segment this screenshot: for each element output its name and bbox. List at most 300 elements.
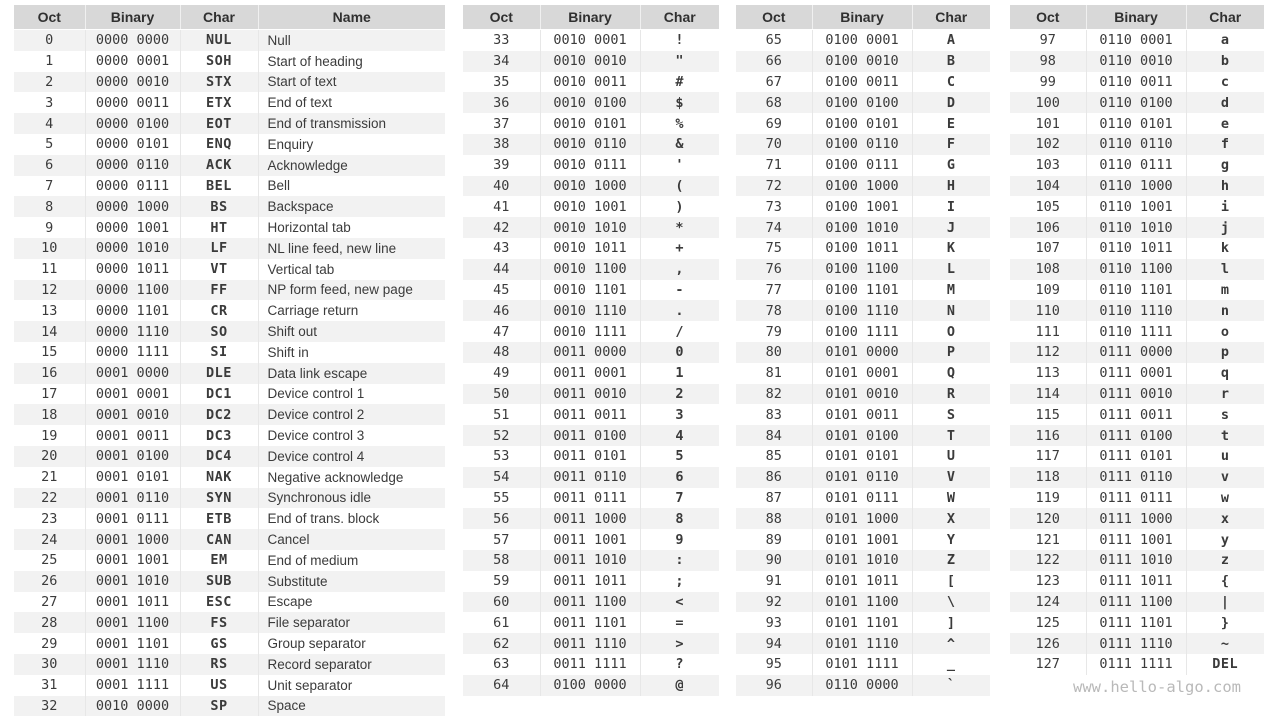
- binary-cell: 0101 0101: [812, 446, 912, 467]
- table-row: [736, 92, 990, 113]
- oct-cell: 46: [463, 300, 540, 321]
- binary-cell: 0110 1100: [1086, 259, 1186, 280]
- oct-cell: 96: [736, 675, 812, 696]
- watermark: www.hello-algo.com: [1073, 678, 1241, 696]
- char-cell: DC4: [180, 446, 258, 467]
- name-cell: NL line feed, new line: [258, 238, 445, 259]
- oct-cell: 23: [14, 508, 85, 529]
- char-cell: RS: [180, 654, 258, 675]
- oct-cell: 112: [1010, 342, 1086, 363]
- char-cell: e: [1186, 113, 1264, 134]
- oct-cell: 5: [14, 134, 85, 155]
- char-cell: O: [912, 321, 990, 342]
- oct-cell: 8: [14, 196, 85, 217]
- binary-cell: 0000 1101: [85, 300, 180, 321]
- char-cell: p: [1186, 342, 1264, 363]
- table-row: [14, 280, 445, 301]
- binary-cell: 0100 0000: [540, 675, 640, 696]
- char-cell: Y: [912, 529, 990, 550]
- oct-cell: 97: [1010, 30, 1086, 51]
- char-cell: a: [1186, 30, 1264, 51]
- binary-cell: 0011 0000: [540, 342, 640, 363]
- name-cell: Device control 2: [258, 404, 445, 425]
- binary-cell: 0110 1011: [1086, 238, 1186, 259]
- name-cell: File separator: [258, 612, 445, 633]
- binary-cell: 0110 1010: [1086, 217, 1186, 238]
- table-row: [736, 612, 990, 633]
- binary-cell: 0001 0011: [85, 425, 180, 446]
- table-row: [14, 72, 445, 93]
- name-cell: Shift in: [258, 342, 445, 363]
- ascii-table-3: [736, 5, 990, 696]
- oct-cell: 85: [736, 446, 812, 467]
- oct-cell: 43: [463, 238, 540, 259]
- oct-cell: 114: [1010, 384, 1086, 405]
- table-row: [1010, 259, 1264, 280]
- binary-cell: 0011 0110: [540, 467, 640, 488]
- binary-cell: 0001 0000: [85, 363, 180, 384]
- binary-cell: 0110 0100: [1086, 92, 1186, 113]
- table-row: [463, 467, 719, 488]
- binary-cell: 0100 0010: [812, 51, 912, 72]
- binary-cell: 0011 1011: [540, 571, 640, 592]
- binary-cell: 0100 1000: [812, 176, 912, 197]
- char-cell: FS: [180, 612, 258, 633]
- column-header: Char: [640, 5, 719, 30]
- char-cell: J: [912, 217, 990, 238]
- oct-cell: 58: [463, 550, 540, 571]
- oct-cell: 84: [736, 425, 812, 446]
- oct-cell: 126: [1010, 633, 1086, 654]
- table-row: [736, 446, 990, 467]
- oct-cell: 93: [736, 612, 812, 633]
- binary-cell: 0101 0000: [812, 342, 912, 363]
- name-cell: Start of heading: [258, 51, 445, 72]
- oct-cell: 103: [1010, 155, 1086, 176]
- char-cell: W: [912, 488, 990, 509]
- oct-cell: 76: [736, 259, 812, 280]
- binary-cell: 0101 1000: [812, 508, 912, 529]
- char-cell: y: [1186, 529, 1264, 550]
- column-header: Char: [1186, 5, 1264, 30]
- oct-cell: 1: [14, 51, 85, 72]
- table-row: [14, 404, 445, 425]
- oct-cell: 21: [14, 467, 85, 488]
- oct-cell: 91: [736, 571, 812, 592]
- table-row: [1010, 300, 1264, 321]
- oct-cell: 82: [736, 384, 812, 405]
- char-cell: L: [912, 259, 990, 280]
- oct-cell: 41: [463, 196, 540, 217]
- oct-cell: 92: [736, 592, 812, 613]
- binary-cell: 0001 1010: [85, 571, 180, 592]
- table-row: [14, 30, 445, 51]
- binary-cell: 0110 1001: [1086, 196, 1186, 217]
- char-cell: .: [640, 300, 719, 321]
- binary-cell: 0100 1010: [812, 217, 912, 238]
- char-cell: (: [640, 176, 719, 197]
- oct-cell: 70: [736, 134, 812, 155]
- binary-cell: 0010 1100: [540, 259, 640, 280]
- oct-cell: 64: [463, 675, 540, 696]
- column-header: Binary: [1086, 5, 1186, 30]
- oct-cell: 50: [463, 384, 540, 405]
- char-cell: 0: [640, 342, 719, 363]
- char-cell: o: [1186, 321, 1264, 342]
- table-row: [1010, 342, 1264, 363]
- table-row: [14, 238, 445, 259]
- binary-cell: 0110 0111: [1086, 155, 1186, 176]
- oct-cell: 47: [463, 321, 540, 342]
- ascii-panel-uppercase: [736, 5, 990, 696]
- table-row: [736, 321, 990, 342]
- table-row: [736, 280, 990, 301]
- char-cell: VT: [180, 259, 258, 280]
- binary-cell: 0101 1111: [812, 654, 912, 675]
- name-cell: Data link escape: [258, 363, 445, 384]
- oct-cell: 117: [1010, 446, 1086, 467]
- oct-cell: 48: [463, 342, 540, 363]
- name-cell: Negative acknowledge: [258, 467, 445, 488]
- char-cell: &: [640, 134, 719, 155]
- column-header: Char: [180, 5, 258, 30]
- name-cell: Group separator: [258, 633, 445, 654]
- char-cell: h: [1186, 176, 1264, 197]
- char-cell: f: [1186, 134, 1264, 155]
- oct-cell: 3: [14, 92, 85, 113]
- binary-cell: 0010 0111: [540, 155, 640, 176]
- ascii-panel-lowercase: [1010, 5, 1264, 675]
- table-row: [1010, 571, 1264, 592]
- oct-cell: 73: [736, 196, 812, 217]
- char-cell: j: [1186, 217, 1264, 238]
- binary-cell: 0000 0111: [85, 176, 180, 197]
- char-cell: c: [1186, 72, 1264, 93]
- binary-cell: 0010 0010: [540, 51, 640, 72]
- oct-cell: 121: [1010, 529, 1086, 550]
- binary-cell: 0001 1111: [85, 675, 180, 696]
- table-row: [736, 72, 990, 93]
- oct-cell: 127: [1010, 654, 1086, 675]
- oct-cell: 99: [1010, 72, 1086, 93]
- oct-cell: 104: [1010, 176, 1086, 197]
- oct-cell: 77: [736, 280, 812, 301]
- binary-cell: 0011 1001: [540, 529, 640, 550]
- binary-cell: 0011 1110: [540, 633, 640, 654]
- table-row: [14, 113, 445, 134]
- oct-cell: 30: [14, 654, 85, 675]
- table-row: [1010, 363, 1264, 384]
- ascii-panel-control-chars: [14, 5, 445, 716]
- table-row: [463, 363, 719, 384]
- binary-cell: 0101 1101: [812, 612, 912, 633]
- char-cell: STX: [180, 72, 258, 93]
- binary-cell: 0001 1110: [85, 654, 180, 675]
- name-cell: End of medium: [258, 550, 445, 571]
- oct-cell: 101: [1010, 113, 1086, 134]
- name-cell: End of trans. block: [258, 508, 445, 529]
- binary-cell: 0000 1011: [85, 259, 180, 280]
- binary-cell: 0110 1110: [1086, 300, 1186, 321]
- table-row: [14, 92, 445, 113]
- binary-cell: 0000 1100: [85, 280, 180, 301]
- binary-cell: 0000 0110: [85, 155, 180, 176]
- binary-cell: 0011 1111: [540, 654, 640, 675]
- binary-cell: 0110 0000: [812, 675, 912, 696]
- ascii-table-4: [1010, 5, 1264, 675]
- table-row: [463, 446, 719, 467]
- binary-cell: 0011 0101: [540, 446, 640, 467]
- char-cell: H: [912, 176, 990, 197]
- oct-cell: 115: [1010, 404, 1086, 425]
- table-row: [463, 342, 719, 363]
- binary-cell: 0100 0011: [812, 72, 912, 93]
- char-cell: P: [912, 342, 990, 363]
- char-cell: M: [912, 280, 990, 301]
- oct-cell: 49: [463, 363, 540, 384]
- table-row: [463, 612, 719, 633]
- table-row: [736, 30, 990, 51]
- oct-cell: 75: [736, 238, 812, 259]
- binary-cell: 0001 1000: [85, 529, 180, 550]
- char-cell: BS: [180, 196, 258, 217]
- binary-cell: 0000 0000: [85, 30, 180, 51]
- binary-cell: 0000 0010: [85, 72, 180, 93]
- table-row: [14, 363, 445, 384]
- oct-cell: 95: [736, 654, 812, 675]
- table-row: [14, 550, 445, 571]
- binary-cell: 0011 1000: [540, 508, 640, 529]
- oct-cell: 7: [14, 176, 85, 197]
- table-row: [1010, 488, 1264, 509]
- char-cell: 6: [640, 467, 719, 488]
- binary-cell: 0100 1001: [812, 196, 912, 217]
- char-cell: +: [640, 238, 719, 259]
- char-cell: CR: [180, 300, 258, 321]
- table-row: [14, 134, 445, 155]
- binary-cell: 0100 0110: [812, 134, 912, 155]
- binary-cell: 0110 1111: [1086, 321, 1186, 342]
- oct-cell: 63: [463, 654, 540, 675]
- column-header: Binary: [540, 5, 640, 30]
- char-cell: DC2: [180, 404, 258, 425]
- oct-cell: 38: [463, 134, 540, 155]
- char-cell: NUL: [180, 30, 258, 51]
- oct-cell: 107: [1010, 238, 1086, 259]
- char-cell: SO: [180, 321, 258, 342]
- binary-cell: 0111 0101: [1086, 446, 1186, 467]
- binary-cell: 0111 1000: [1086, 508, 1186, 529]
- table-row: [736, 155, 990, 176]
- oct-cell: 17: [14, 384, 85, 405]
- binary-cell: 0101 0111: [812, 488, 912, 509]
- table-row: [736, 238, 990, 259]
- table-row: [463, 217, 719, 238]
- char-cell: Z: [912, 550, 990, 571]
- char-cell: $: [640, 92, 719, 113]
- name-cell: Device control 3: [258, 425, 445, 446]
- binary-cell: 0011 0111: [540, 488, 640, 509]
- oct-cell: 98: [1010, 51, 1086, 72]
- binary-cell: 0001 1011: [85, 592, 180, 613]
- char-cell: GS: [180, 633, 258, 654]
- oct-cell: 10: [14, 238, 85, 259]
- oct-cell: 36: [463, 92, 540, 113]
- binary-cell: 0001 1100: [85, 612, 180, 633]
- binary-cell: 0110 0010: [1086, 51, 1186, 72]
- table-row: [1010, 529, 1264, 550]
- oct-cell: 4: [14, 113, 85, 134]
- table-row: [1010, 654, 1264, 675]
- char-cell: V: [912, 467, 990, 488]
- name-cell: End of transmission: [258, 113, 445, 134]
- oct-cell: 28: [14, 612, 85, 633]
- table-row: [463, 675, 719, 696]
- char-cell: k: [1186, 238, 1264, 259]
- oct-cell: 20: [14, 446, 85, 467]
- table-row: [14, 488, 445, 509]
- binary-cell: 0011 1101: [540, 612, 640, 633]
- binary-cell: 0010 1010: [540, 217, 640, 238]
- char-cell: EM: [180, 550, 258, 571]
- char-cell: !: [640, 30, 719, 51]
- oct-cell: 123: [1010, 571, 1086, 592]
- column-header: Name: [258, 5, 445, 30]
- char-cell: G: [912, 155, 990, 176]
- binary-cell: 0111 0010: [1086, 384, 1186, 405]
- binary-cell: 0011 0100: [540, 425, 640, 446]
- char-cell: I: [912, 196, 990, 217]
- oct-cell: 24: [14, 529, 85, 550]
- char-cell: i: [1186, 196, 1264, 217]
- char-cell: ,: [640, 259, 719, 280]
- table-row: [736, 176, 990, 197]
- binary-cell: 0101 1100: [812, 592, 912, 613]
- char-cell: N: [912, 300, 990, 321]
- char-cell: q: [1186, 363, 1264, 384]
- oct-cell: 125: [1010, 612, 1086, 633]
- table-row: [14, 612, 445, 633]
- table-row: [463, 259, 719, 280]
- binary-cell: 0011 1100: [540, 592, 640, 613]
- table-row: [736, 550, 990, 571]
- char-cell: \: [912, 592, 990, 613]
- binary-cell: 0001 0110: [85, 488, 180, 509]
- name-cell: Device control 4: [258, 446, 445, 467]
- char-cell: LF: [180, 238, 258, 259]
- table-row: [1010, 550, 1264, 571]
- oct-cell: 19: [14, 425, 85, 446]
- char-cell: U: [912, 446, 990, 467]
- table-row: [736, 363, 990, 384]
- binary-cell: 0010 1011: [540, 238, 640, 259]
- header-row: [14, 5, 445, 30]
- binary-cell: 0111 0000: [1086, 342, 1186, 363]
- column-header: Binary: [85, 5, 180, 30]
- char-cell: x: [1186, 508, 1264, 529]
- oct-cell: 16: [14, 363, 85, 384]
- name-cell: Cancel: [258, 529, 445, 550]
- table-row: [463, 155, 719, 176]
- char-cell: BEL: [180, 176, 258, 197]
- char-cell: w: [1186, 488, 1264, 509]
- char-cell: /: [640, 321, 719, 342]
- oct-cell: 14: [14, 321, 85, 342]
- table-row: [463, 134, 719, 155]
- oct-cell: 74: [736, 217, 812, 238]
- name-cell: Unit separator: [258, 675, 445, 696]
- table-row: [463, 92, 719, 113]
- ascii-table-2: [463, 5, 719, 696]
- oct-cell: 42: [463, 217, 540, 238]
- table-row: [463, 51, 719, 72]
- name-cell: Bell: [258, 176, 445, 197]
- table-row: [463, 508, 719, 529]
- char-cell: #: [640, 72, 719, 93]
- oct-cell: 32: [14, 696, 85, 717]
- binary-cell: 0101 0110: [812, 467, 912, 488]
- oct-cell: 27: [14, 592, 85, 613]
- binary-cell: 0001 0010: [85, 404, 180, 425]
- table-row: [736, 300, 990, 321]
- oct-cell: 65: [736, 30, 812, 51]
- oct-cell: 52: [463, 425, 540, 446]
- binary-cell: 0110 0001: [1086, 30, 1186, 51]
- char-cell: ETB: [180, 508, 258, 529]
- table-row: [1010, 155, 1264, 176]
- table-row: [1010, 92, 1264, 113]
- binary-cell: 0010 1110: [540, 300, 640, 321]
- oct-cell: 53: [463, 446, 540, 467]
- table-row: [14, 259, 445, 280]
- char-cell: z: [1186, 550, 1264, 571]
- binary-cell: 0000 1111: [85, 342, 180, 363]
- oct-cell: 124: [1010, 592, 1086, 613]
- oct-cell: 90: [736, 550, 812, 571]
- name-cell: Backspace: [258, 196, 445, 217]
- binary-cell: 0111 1111: [1086, 654, 1186, 675]
- binary-cell: 0110 0110: [1086, 134, 1186, 155]
- binary-cell: 0000 0101: [85, 134, 180, 155]
- oct-cell: 45: [463, 280, 540, 301]
- table-row: [1010, 425, 1264, 446]
- oct-cell: 55: [463, 488, 540, 509]
- binary-cell: 0010 0011: [540, 72, 640, 93]
- char-cell: 2: [640, 384, 719, 405]
- binary-cell: 0101 1110: [812, 633, 912, 654]
- char-cell: l: [1186, 259, 1264, 280]
- binary-cell: 0100 1100: [812, 259, 912, 280]
- table-row: [14, 508, 445, 529]
- oct-cell: 94: [736, 633, 812, 654]
- binary-cell: 0010 1001: [540, 196, 640, 217]
- table-row: [463, 176, 719, 197]
- column-header: Binary: [812, 5, 912, 30]
- oct-cell: 0: [14, 30, 85, 51]
- oct-cell: 22: [14, 488, 85, 509]
- name-cell: Record separator: [258, 654, 445, 675]
- binary-cell: 0100 0100: [812, 92, 912, 113]
- table-row: [1010, 633, 1264, 654]
- char-cell: v: [1186, 467, 1264, 488]
- oct-cell: 72: [736, 176, 812, 197]
- table-row: [1010, 508, 1264, 529]
- char-cell: X: [912, 508, 990, 529]
- char-cell: ]: [912, 612, 990, 633]
- binary-cell: 0111 0111: [1086, 488, 1186, 509]
- char-cell: DC1: [180, 384, 258, 405]
- char-cell: E: [912, 113, 990, 134]
